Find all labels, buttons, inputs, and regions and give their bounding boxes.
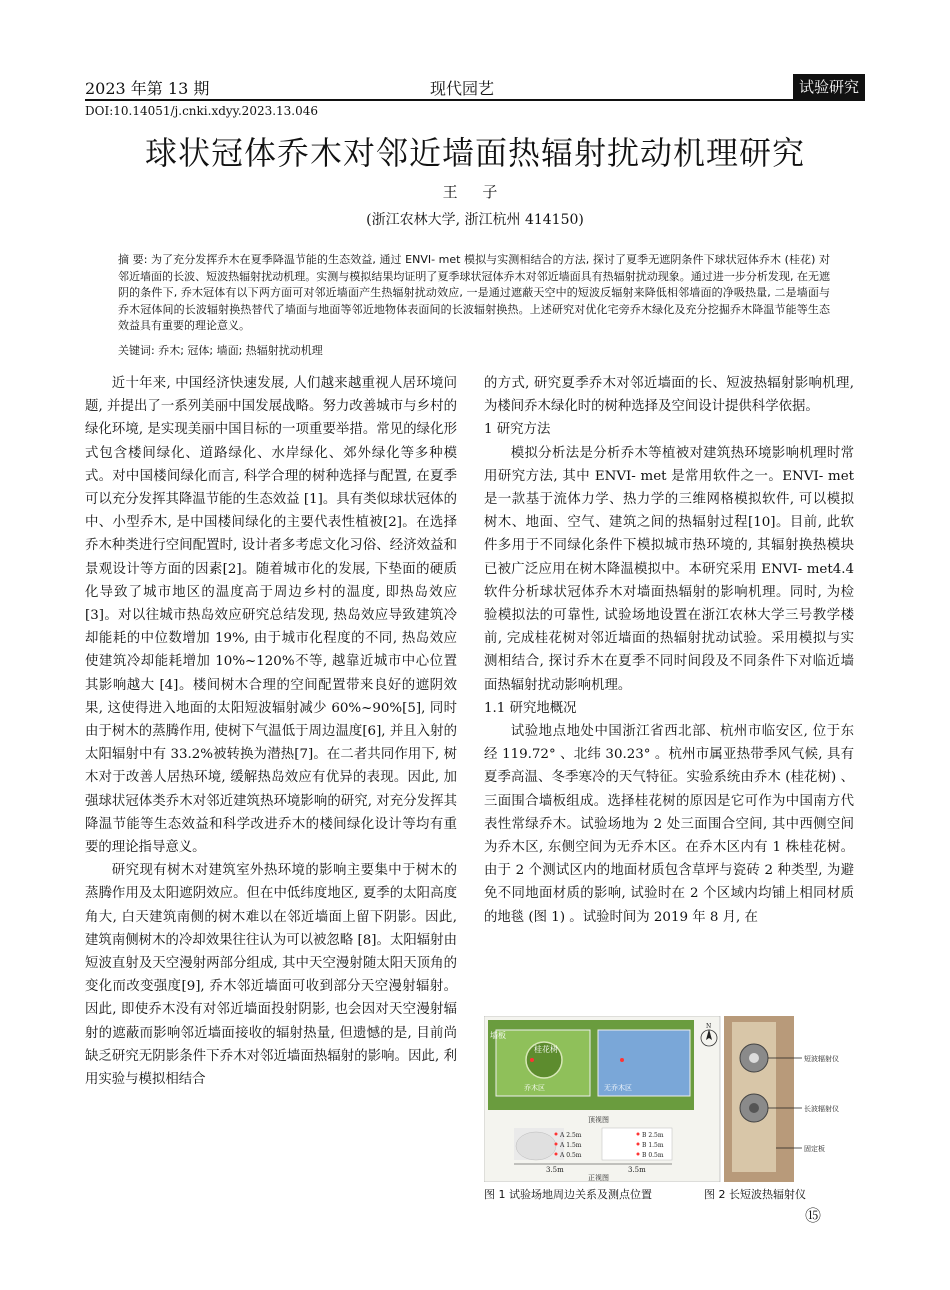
zone-b-label: 无乔木区 <box>604 1084 632 1092</box>
paragraph: 近十年来, 中国经济快速发展, 人们越来越重视人居环境问题, 并提出了一系列美丽中国发展战略。努力改善城市与乡村的绿化环境, 是实现美丽中国目标的一项重要举措。常见的绿化形式包含楼间绿化、道路绿化、水岸绿化、郊外绿化等多种模式。对中国楼间绿化而言, 科学合理的树种选择与配置, 在夏季可以充分发挥其降温节能的生态效益 [1]。具有类似球状冠体的中、小型乔木, 是中国楼间绿化的主要代表性植被[2]。在选择乔木种类进行空间配置时, 设计者多考虑文化习俗、经济效益和景观设计等方面的因素[2]。随着城市化的发展, 下垫面的硬质化导致了城市地区的温度高于周边乡村的温度, 即热岛效应[3]。对以往城市热岛效应研究总结发现, 热岛效应导致建筑冷却能耗的中位数增加 19%, 由于城市化程度的不同, 热岛效应使建筑冷却能耗增加 10%~120%不等, 越靠近城市中心位置其影响越大 [4]。楼间树木合理的空间配置带来良好的遮阴效果, 这使得进入地面的太阳短波辐射减少 60%~90%[5], 同时由于树木的蒸腾作用, 使树下气温低于周边温度[6], 并且入射的太阳辐射中有 33.2%被转换为潜热[7]。在二者共同作用下, 树木对于改善人居热环境, 缓解热岛效应有优异的表现。因此, 加强球状冠体类乔木对邻近建筑热环境影响的研究, 对充分发挥其降温节能等生态效益和科学改进乔木的楼间绿化设计等均有重要的理论指导意义。 <box>85 376 457 856</box>
page-number: ⑮ <box>805 1206 822 1225</box>
wall-label: 墙板 <box>490 1031 506 1040</box>
point-b-low: B 0.5m <box>642 1152 664 1159</box>
point-b-top: B 2.5m <box>642 1132 664 1139</box>
zone-a-label: 乔木区 <box>524 1084 545 1092</box>
keywords: 关键词: 乔木; 冠体; 墙面; 热辐射扰动机理 <box>118 344 323 357</box>
fixing-plate-label: 固定板 <box>804 1145 825 1153</box>
figure-2-caption: 图 2 长短波热辐射仪 <box>704 1188 806 1201</box>
figure-1-caption: 图 1 试验场地周边关系及测点位置 <box>484 1188 652 1201</box>
tree-label: 桂花树 <box>534 1045 558 1054</box>
issue-label: 2023 年第 13 期 <box>85 79 210 98</box>
figure-2-radiometer <box>724 1016 854 1182</box>
subsection-heading: 1.1 研究地概况 <box>484 700 577 716</box>
author: 王 子 <box>442 183 508 201</box>
point-b-mid: B 1.5m <box>642 1142 664 1149</box>
shortwave-label: 短波辐射仪 <box>804 1055 839 1063</box>
longwave-label: 长波辐射仪 <box>804 1105 839 1113</box>
point-a-mid: A 1.5m <box>560 1142 582 1149</box>
journal-name: 现代园艺 <box>430 79 495 98</box>
north-label: N <box>706 1023 712 1030</box>
affiliation: (浙江农林大学, 浙江杭州 414150) <box>366 212 584 228</box>
left-column <box>85 372 457 1091</box>
abstract: 摘 要: 为了充分发挥乔木在夏季降温节能的生态效益, 通过 ENVI- met 模拟与实测相结合的方法, 探讨了夏季无遮阴条件下球状冠体乔木 (桂花) 对邻近墙面的长波、短波热辐射扰动机理。实测与模拟结果均证明了夏季球状冠体乔木对邻近墙面具有热辐射扰动现象。通过进一步分析发现, 在无遮阴的条件下, 乔木冠体有以下两方面可对邻近墙面产生热辐射扰动效应, 一是通过遮蔽天空中的短波反辐射来降低相邻墙面的净吸热量, 二是墙面与乔木冠体间的长波辐射换热替代了墙面与地面等邻近地物体表面间的长波辐射换热。上述研究对优化宅旁乔木绿化及充分挖掘乔木降温节能等生态效益具有重要的理论意义。 <box>118 253 830 333</box>
section-badge: 试验研究 <box>793 74 865 99</box>
paragraph: 研究现有树木对建筑室外热环境的影响主要集中于树木的蒸腾作用及太阳遮阴效应。但在中低纬度地区, 夏季的太阳高度角大, 白天建筑南侧的树木难以在邻近墙面上留下阴影。因此, 建筑南侧树木的冷却效果往往认为可以被忽略 [8]。太阳辐射由短波直射及天空漫射两部分组成, 其中天空漫射随太阳天顶角的变化而改变强度[9], 乔木邻近墙面可收到部分天空漫射辐射。因此, 即使乔木没有对邻近墙面投射阴影, 也会因对天空漫射辐射的遮蔽而影响邻近墙面接收的辐射热量, 但遗憾的是, 目前尚缺乏研究无阴影条件下乔木对邻近墙面热辐射的影响。因此, 利用实验与模拟相结合 <box>85 863 457 1088</box>
distance-2: 3.5m <box>628 1166 646 1174</box>
distance-1: 3.5m <box>546 1166 564 1174</box>
paragraph: 的方式, 研究夏季乔木对邻近墙面的长、短波热辐射影响机理, 为楼间乔木绿化时的树种选择及空间设计提供科学依据。 <box>484 376 854 415</box>
front-view-label: 正视图 <box>588 1174 609 1182</box>
page-header <box>85 72 865 100</box>
section-heading: 1 研究方法 <box>484 422 551 438</box>
right-column <box>484 372 854 929</box>
paragraph: 模拟分析法是分析乔木等植被对建筑热环境影响机理时常用研究方法, 其中 ENVI- met 是常用软件之一。ENVI- met 是一款基于流体力学、热力学的三维网格模拟软件, 可以模拟树木、地面、空气、建筑之间的热辐射过程[10]。目前, 此软件多用于不同绿化条件下模拟城市热环境的, 其辐射换热模块已被广泛应用在树木降温模拟中。本研究采用 ENVI- met4.4 软件分析球状冠体乔木对墙面热辐射的影响机理。同时, 为检验模拟法的可靠性, 试验场地设置在浙江农林大学三号教学楼前, 完成桂花树对邻近墙面的热辐射扰动试验。采用模拟与实测相结合, 探讨乔木在夏季不同时间段及不同条件下对临近墙面热辐射扰动影响机理。 <box>484 445 854 693</box>
top-view-label: 顶视图 <box>588 1116 609 1124</box>
figures <box>484 1016 854 1182</box>
point-a-top: A 2.5m <box>560 1132 582 1139</box>
paragraph: 试验地点地处中国浙江省西北部、杭州市临安区, 位于东经 119.72° 、北纬 30.23° 。杭州市属亚热带季风气候, 具有夏季高温、冬季寒冷的天气特征。实验系统由乔木 (桂花树) 、三面围合墙板组成。选择桂花树的原因是它可作为中国南方代表性常绿乔木。试验场地为 2 处三面围合空间, 其中西侧空间为乔木区, 东侧空间为无乔木区。在乔木区内有 1 株桂花树。由于 2 个测试区内的地面材质包含草坪与瓷砖 2 种类型, 为避免不同地面材质的影响, 试验时在 2 个区域内均铺上相同材质的地毯 (图 1) 。试验时间为 2019 年 8 月, 在 <box>484 724 854 925</box>
point-a-low: A 0.5m <box>560 1152 582 1159</box>
doi: DOI:10.14051/j.cnki.xdyy.2023.13.046 <box>85 104 319 118</box>
paper-title: 球状冠体乔木对邻近墙面热辐射扰动机理研究 <box>144 134 805 172</box>
header-rule <box>85 99 865 101</box>
